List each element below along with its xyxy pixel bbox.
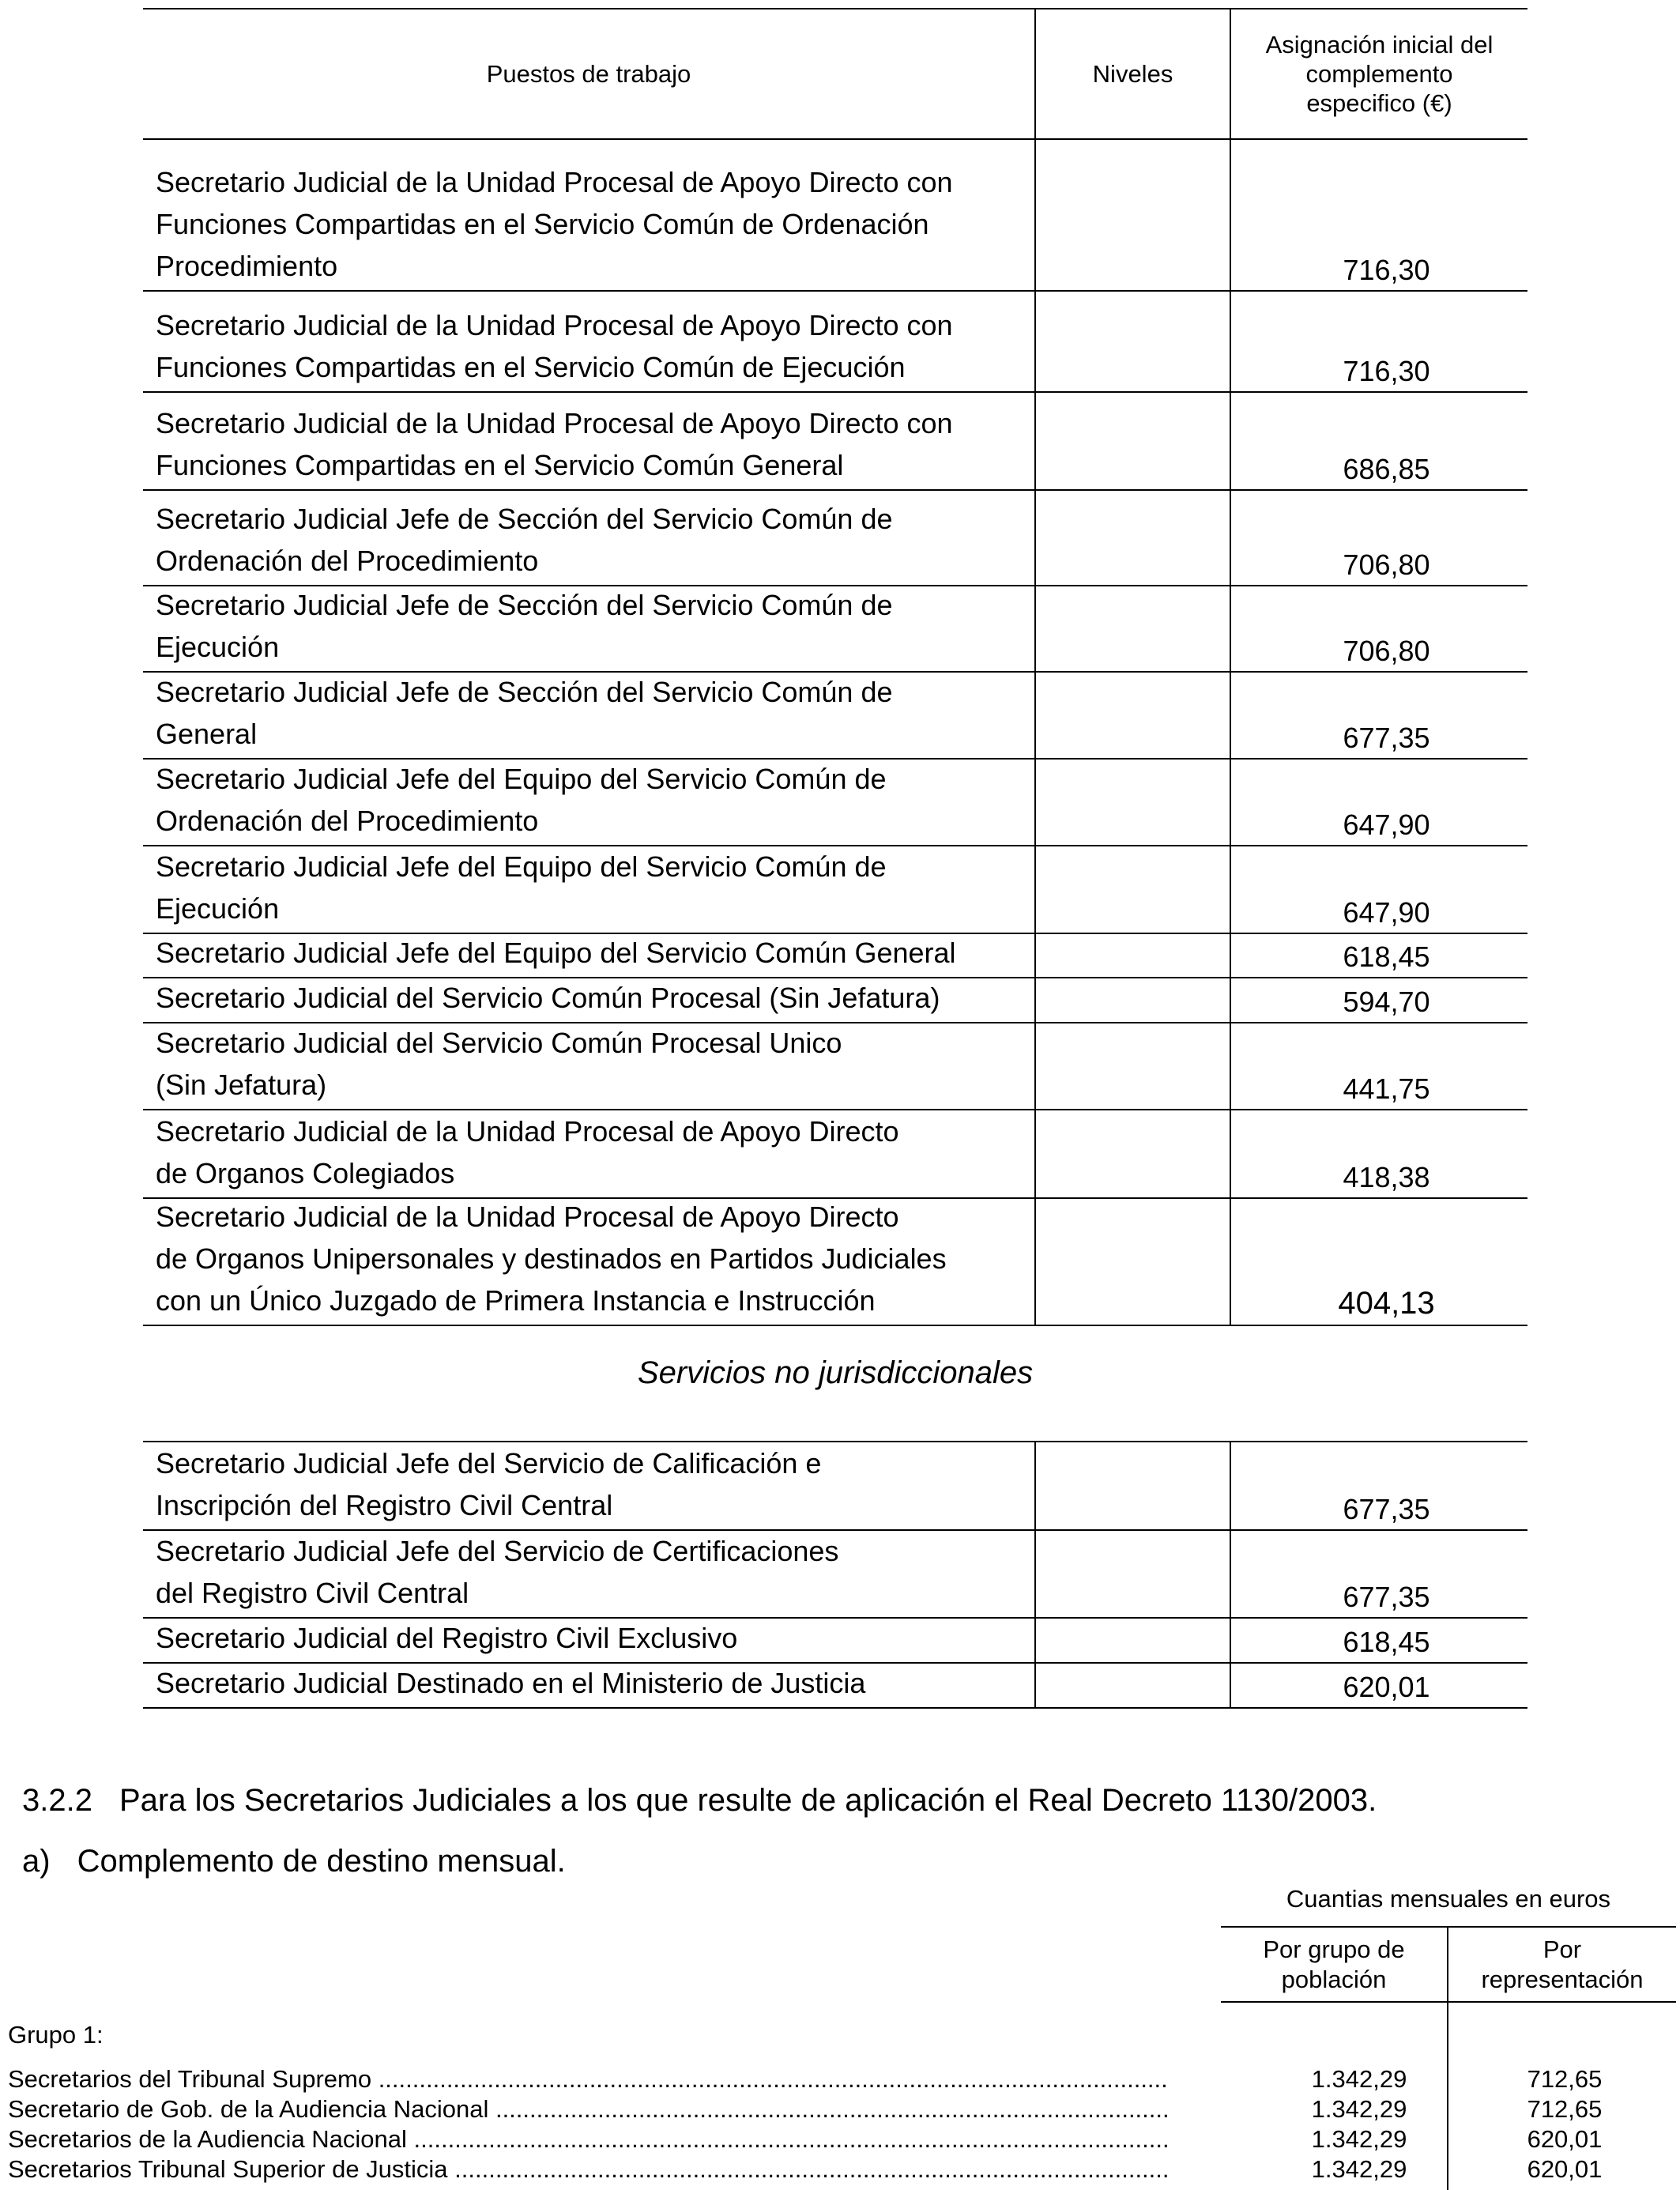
position-amount: 618,45 xyxy=(1343,1626,1430,1658)
paragraph-letter: a) xyxy=(22,1844,51,1879)
table-row xyxy=(143,760,1527,846)
header-line: Por xyxy=(1543,1935,1582,1963)
position-name-line: Secretario Judicial del Servicio Común Procesal Unico xyxy=(156,1027,842,1059)
position-name-line: de Organos Colegiados xyxy=(156,1157,455,1189)
amount-representacion: 620,01 xyxy=(1527,2125,1603,2153)
table-row xyxy=(8,2095,1680,2125)
position-name xyxy=(143,140,1034,290)
position-level xyxy=(1034,393,1231,489)
position-amount: 716,30 xyxy=(1343,355,1430,387)
position-level xyxy=(1034,586,1231,671)
position-name-line: de Organos Unipersonales y destinados en Partidos Judiciales xyxy=(156,1242,947,1275)
table-row xyxy=(143,586,1527,673)
amount-representacion: 712,65 xyxy=(1527,2065,1603,2093)
table-row xyxy=(143,1199,1527,1326)
position-name xyxy=(143,1023,1034,1109)
position-name-line: Secretario Judicial de la Unidad Procesal de Apoyo Directo xyxy=(156,1201,899,1233)
position-amount: 716,30 xyxy=(1343,254,1430,286)
position-name-line: (Sin Jefatura) xyxy=(156,1069,327,1101)
position-name xyxy=(143,586,1034,671)
row-label xyxy=(8,2155,1170,2184)
amounts-header xyxy=(1221,1926,1676,2003)
amount-grupo: 1.342,29 xyxy=(1311,2095,1407,2123)
table-row xyxy=(143,292,1527,393)
position-amount: 647,90 xyxy=(1343,809,1430,841)
header-puestos: Puestos de trabajo xyxy=(486,59,691,88)
header-asignacion xyxy=(1231,9,1527,138)
position-name xyxy=(143,1531,1034,1617)
header-asignacion-line: especifico (€) xyxy=(1306,89,1452,117)
row-label xyxy=(8,2125,1170,2154)
position-name-line: Secretario Judicial Jefe del Equipo del Servicio Común General xyxy=(156,937,956,969)
amount-representacion: 712,65 xyxy=(1527,2095,1603,2123)
position-name-line: Funciones Compartidas en el Servicio Común de Ejecución xyxy=(156,351,906,383)
row-label-text: Secretarios del Tribunal Supremo xyxy=(8,2065,372,2093)
position-name xyxy=(143,1664,1034,1707)
position-name-line: Secretario Judicial Jefe del Equipo del Servicio Común de xyxy=(156,850,887,883)
position-level xyxy=(1034,760,1231,845)
position-name xyxy=(143,1199,1034,1325)
position-name xyxy=(143,978,1034,1022)
table-row xyxy=(143,1619,1527,1664)
table-row xyxy=(143,673,1527,760)
position-amount: 441,75 xyxy=(1343,1072,1430,1105)
position-level xyxy=(1034,1531,1231,1617)
amount-representacion: 620,01 xyxy=(1527,2155,1603,2183)
position-name-line: con un Único Juzgado de Primera Instancia e Instrucción xyxy=(156,1284,876,1317)
position-level xyxy=(1034,1023,1231,1109)
table-row xyxy=(143,1110,1527,1199)
header-line: población xyxy=(1281,1965,1387,1993)
position-name xyxy=(143,760,1034,845)
position-level xyxy=(1034,1110,1231,1197)
position-amount: 677,35 xyxy=(1343,1493,1430,1525)
position-level xyxy=(1034,1619,1231,1662)
position-amount: 686,85 xyxy=(1343,453,1430,485)
table-row xyxy=(143,1664,1527,1709)
group-label: Grupo 1: xyxy=(8,2021,104,2049)
position-name-line: Inscripción del Registro Civil Central xyxy=(156,1489,613,1521)
header-por-grupo xyxy=(1221,1928,1448,2001)
position-amount: 706,80 xyxy=(1343,548,1430,581)
position-amount: 418,38 xyxy=(1343,1161,1430,1193)
position-name-line: Secretario Judicial de la Unidad Procesal de Apoyo Directo xyxy=(156,1115,899,1148)
table-row xyxy=(143,491,1527,586)
amount-grupo: 1.342,29 xyxy=(1311,2125,1407,2153)
section-title: Servicios no jurisdiccionales xyxy=(637,1355,1034,1390)
position-name xyxy=(143,1442,1034,1529)
position-name-line: Procedimiento xyxy=(156,250,338,282)
position-name-line: Secretario Judicial de la Unidad Procesal de Apoyo Directo con xyxy=(156,166,953,198)
position-name-line: Secretario Judicial Jefe de Sección del Servicio Común de xyxy=(156,676,893,708)
table-row xyxy=(143,1531,1527,1619)
position-name xyxy=(143,1110,1034,1197)
table-row xyxy=(143,846,1527,934)
table-row xyxy=(8,2125,1680,2155)
position-level xyxy=(1034,978,1231,1022)
non-jurisdictional-table xyxy=(143,1441,1527,1709)
position-level xyxy=(1034,292,1231,391)
amount-grupo: 1.342,29 xyxy=(1311,2155,1407,2183)
positions-table xyxy=(143,8,1527,1326)
position-amount: 677,35 xyxy=(1343,722,1430,754)
table-row xyxy=(143,934,1527,978)
position-name xyxy=(143,1619,1034,1662)
paragraph-text: Complemento de destino mensual. xyxy=(77,1844,566,1879)
position-name-line: Funciones Compartidas en el Servicio Común de Ordenación xyxy=(156,208,929,240)
position-name-line: Secretario Judicial Jefe de Sección del Servicio Común de xyxy=(156,589,893,621)
position-level xyxy=(1034,846,1231,933)
position-name xyxy=(143,393,1034,489)
position-name-line: Secretario Judicial Jefe del Equipo del Servicio Común de xyxy=(156,763,887,795)
position-name-line: Secretario Judicial Jefe del Servicio de Calificación e xyxy=(156,1447,822,1479)
position-name-line: Ejecución xyxy=(156,892,280,925)
position-amount: 404,13 xyxy=(1338,1286,1435,1321)
position-level xyxy=(1034,491,1231,585)
paragraph-number: 3.2.2 xyxy=(22,1783,92,1818)
position-level xyxy=(1034,1664,1231,1707)
amounts-caption: Cuantias mensuales en euros xyxy=(1286,1885,1611,1913)
position-level xyxy=(1034,934,1231,977)
position-amount: 620,01 xyxy=(1343,1671,1430,1703)
header-asignacion-line: Asignación inicial del xyxy=(1265,31,1494,58)
position-amount: 647,90 xyxy=(1343,896,1430,929)
position-level xyxy=(1034,1199,1231,1325)
position-level xyxy=(1034,1442,1231,1529)
header-por-representacion xyxy=(1448,1928,1676,2001)
paragraph-a xyxy=(22,1844,566,1879)
position-amount: 706,80 xyxy=(1343,635,1430,667)
position-name xyxy=(143,846,1034,933)
header-niveles: Niveles xyxy=(1034,9,1231,138)
position-amount: 618,45 xyxy=(1343,940,1430,973)
position-level xyxy=(1034,673,1231,758)
position-name-line: General xyxy=(156,718,258,750)
position-name-line: del Registro Civil Central xyxy=(156,1577,469,1609)
header-line: Por grupo de xyxy=(1263,1935,1405,1963)
position-name-line: Secretario Judicial de la Unidad Procesal de Apoyo Directo con xyxy=(156,309,953,341)
table-row xyxy=(8,2065,1680,2095)
paragraph-322 xyxy=(22,1783,1377,1819)
position-name xyxy=(143,491,1034,585)
position-name xyxy=(143,292,1034,391)
row-label xyxy=(8,2095,1170,2124)
position-name-line: Secretario Judicial Jefe de Sección del Servicio Común de xyxy=(156,503,893,535)
position-name-line: Secretario Judicial Jefe del Servicio de Certificaciones xyxy=(156,1535,839,1567)
table-row xyxy=(143,140,1527,292)
paragraph-text: Para los Secretarios Judiciales a los que resulte de aplicación el Real Decreto 1130/2003. xyxy=(119,1783,1377,1818)
table-row xyxy=(143,393,1527,491)
table-row xyxy=(143,1023,1527,1110)
position-name-line: Secretario Judicial Destinado en el Ministerio de Justicia xyxy=(156,1667,866,1699)
position-name-line: Ordenación del Procedimiento xyxy=(156,805,539,837)
positions-table-header xyxy=(143,8,1527,140)
header-asignacion-line: complemento xyxy=(1305,60,1453,88)
position-level xyxy=(1034,140,1231,290)
position-name-line: Ordenación del Procedimiento xyxy=(156,545,539,577)
position-name-line: Funciones Compartidas en el Servicio Común General xyxy=(156,449,844,481)
row-label xyxy=(8,2065,1170,2094)
amount-grupo: 1.342,29 xyxy=(1311,2065,1407,2093)
table-row xyxy=(143,978,1527,1023)
position-amount: 594,70 xyxy=(1343,986,1430,1018)
row-label-text: Secretarios de la Audiencia Nacional xyxy=(8,2125,407,2153)
position-name-line: Ejecución xyxy=(156,631,280,663)
position-name xyxy=(143,673,1034,758)
table-row xyxy=(8,2155,1680,2185)
row-label-text: Secretarios Tribunal Superior de Justicia xyxy=(8,2155,448,2183)
position-name-line: Secretario Judicial de la Unidad Procesal de Apoyo Directo con xyxy=(156,407,953,439)
position-name xyxy=(143,934,1034,977)
row-label-text: Secretario de Gob. de la Audiencia Nacional xyxy=(8,2095,489,2123)
header-line: representación xyxy=(1481,1965,1644,1993)
position-name-line: Secretario Judicial del Registro Civil Exclusivo xyxy=(156,1622,738,1654)
table-row xyxy=(143,1442,1527,1531)
position-amount: 677,35 xyxy=(1343,1581,1430,1613)
position-name-line: Secretario Judicial del Servicio Común Procesal (Sin Jefatura) xyxy=(156,982,940,1014)
